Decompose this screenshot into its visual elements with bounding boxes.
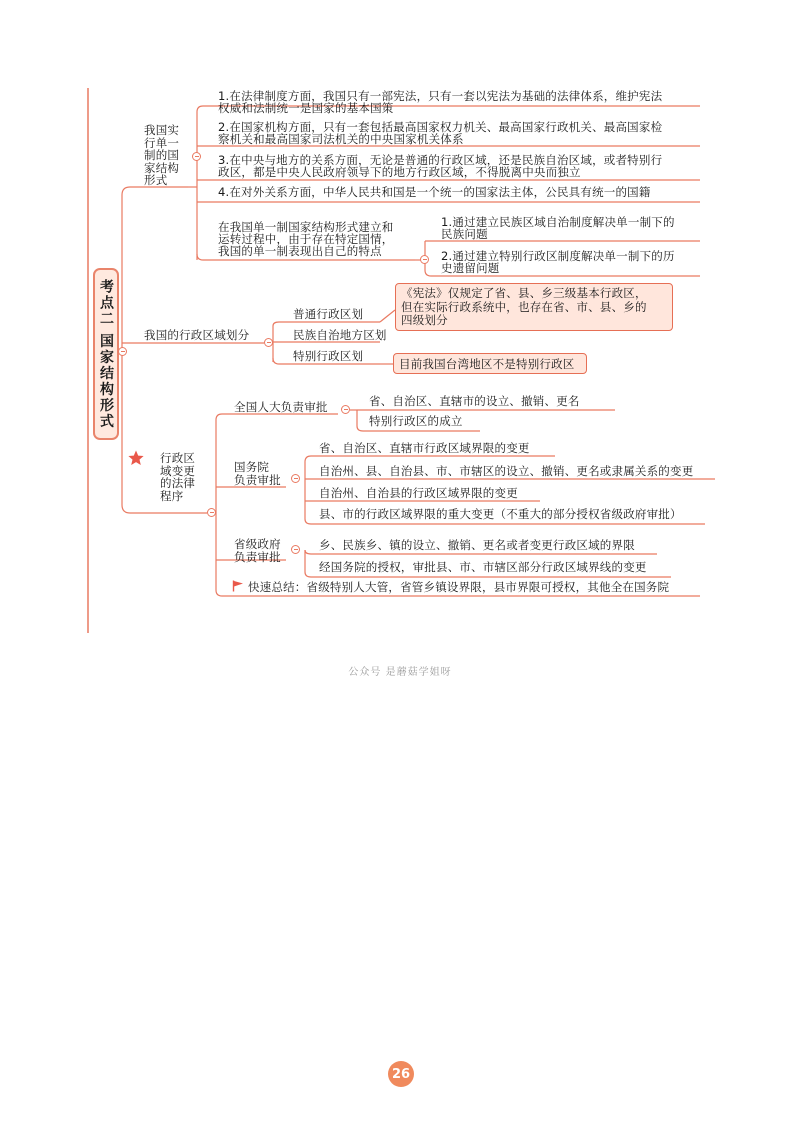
branch3-label: 行政区 域变更 的法律 程序	[160, 451, 196, 503]
branch1-label: 我国实 行单一 制的国 家结构 形式	[144, 123, 180, 187]
branch2-item-2: 民族自治地方区划	[293, 328, 387, 342]
provincial-item-1: 乡、民族乡、镇的设立、撤销、更名或者变更行政区域的界限	[319, 538, 635, 552]
collapse-icon[interactable]	[420, 255, 429, 264]
state-council-item-4: 县、市的行政区域界限的重大变更（不重大的部分授权省级政府审批）	[319, 507, 682, 521]
collapse-icon[interactable]	[192, 152, 201, 161]
summary-text: 快速总结：省级特别人大管，省管乡镇设界限，县市界限可授权，其他全在国务院	[248, 580, 670, 594]
state-council-item-1: 省、自治区、直辖市行政区域界限的变更	[319, 441, 530, 455]
provincial-label: 省级政府 负责审批	[234, 537, 281, 564]
branch1-item-2: 2.在国家机构方面，只有一套包括最高国家权力机关、最高国家行政机关、最高国家检 察机关和最高国家司法机关的中央国家机关体系	[218, 120, 663, 146]
collapse-icon[interactable]	[291, 545, 300, 554]
branch1-item-3: 3.在中央与地方的关系方面，无论是普通的行政区域，还是民族自治区域，或者特别行 政区，都是中央人民政府领导下的地方行政区域，不得脱离中央而独立	[218, 153, 663, 179]
page-number: 26	[388, 1061, 414, 1087]
branch2-item-3: 特别行政区划	[293, 349, 364, 363]
collapse-icon[interactable]	[291, 474, 300, 483]
branch1-sub-item-1: 1.通过建立民族区域自治制度解决单一制下的 民族问题	[441, 215, 675, 241]
state-council-label: 国务院 负责审批	[234, 460, 281, 487]
branch1-sub-item-2: 2.通过建立特别行政区制度解决单一制下的历 史遗留问题	[441, 249, 675, 275]
watermark: 公众号 是蘑菇学姐呀	[348, 667, 452, 678]
branch1-item-4: 4.在对外关系方面，中华人民共和国是一个统一的国家法主体，公民具有统一的国籍	[218, 185, 651, 199]
root-node[interactable]	[93, 268, 119, 440]
branch1-sub-label: 在我国单一制国家结构形式建立和 运转过程中，由于存在特定国情， 我国的单一制表现出自己的特点	[218, 220, 394, 258]
provincial-item-2: 经国务院的授权，审批县、市、市辖区部分行政区域界线的变更	[319, 560, 647, 574]
collapse-icon[interactable]	[207, 508, 216, 517]
state-council-item-3: 自治州、自治县的行政区域界限的变更	[319, 486, 518, 500]
branch2-item-1: 普通行政区划	[293, 307, 364, 321]
collapse-icon[interactable]	[264, 338, 273, 347]
npc-item-2: 特别行政区的成立	[369, 414, 463, 428]
collapse-icon[interactable]	[341, 405, 350, 414]
npc-label: 全国人大负责审批	[234, 400, 328, 414]
npc-item-1: 省、自治区、直辖市的设立、撤销、更名	[369, 394, 580, 408]
callout-constitution-note: 《宪法》仅规定了省、县、乡三级基本行政区， 但在实际行政系统中，也存在省、市、县、乡的 四级划分	[395, 283, 673, 331]
branch2-label: 我国的行政区域划分	[144, 328, 250, 342]
root-label: 考点二 国家结构形式	[98, 278, 114, 430]
star-icon	[128, 450, 144, 466]
branch1-item-1: 1.在法律制度方面，我国只有一部宪法，只有一套以宪法为基础的法律体系，维护宪法 权威和法制统一是国家的基本国策	[218, 89, 663, 115]
flag-icon	[232, 580, 244, 592]
callout-taiwan-note: 目前我国台湾地区不是特别行政区	[393, 353, 587, 374]
collapse-icon[interactable]	[118, 347, 127, 356]
state-council-item-2: 自治州、县、自治县、市、市辖区的设立、撤销、更名或隶属关系的变更	[319, 464, 694, 478]
